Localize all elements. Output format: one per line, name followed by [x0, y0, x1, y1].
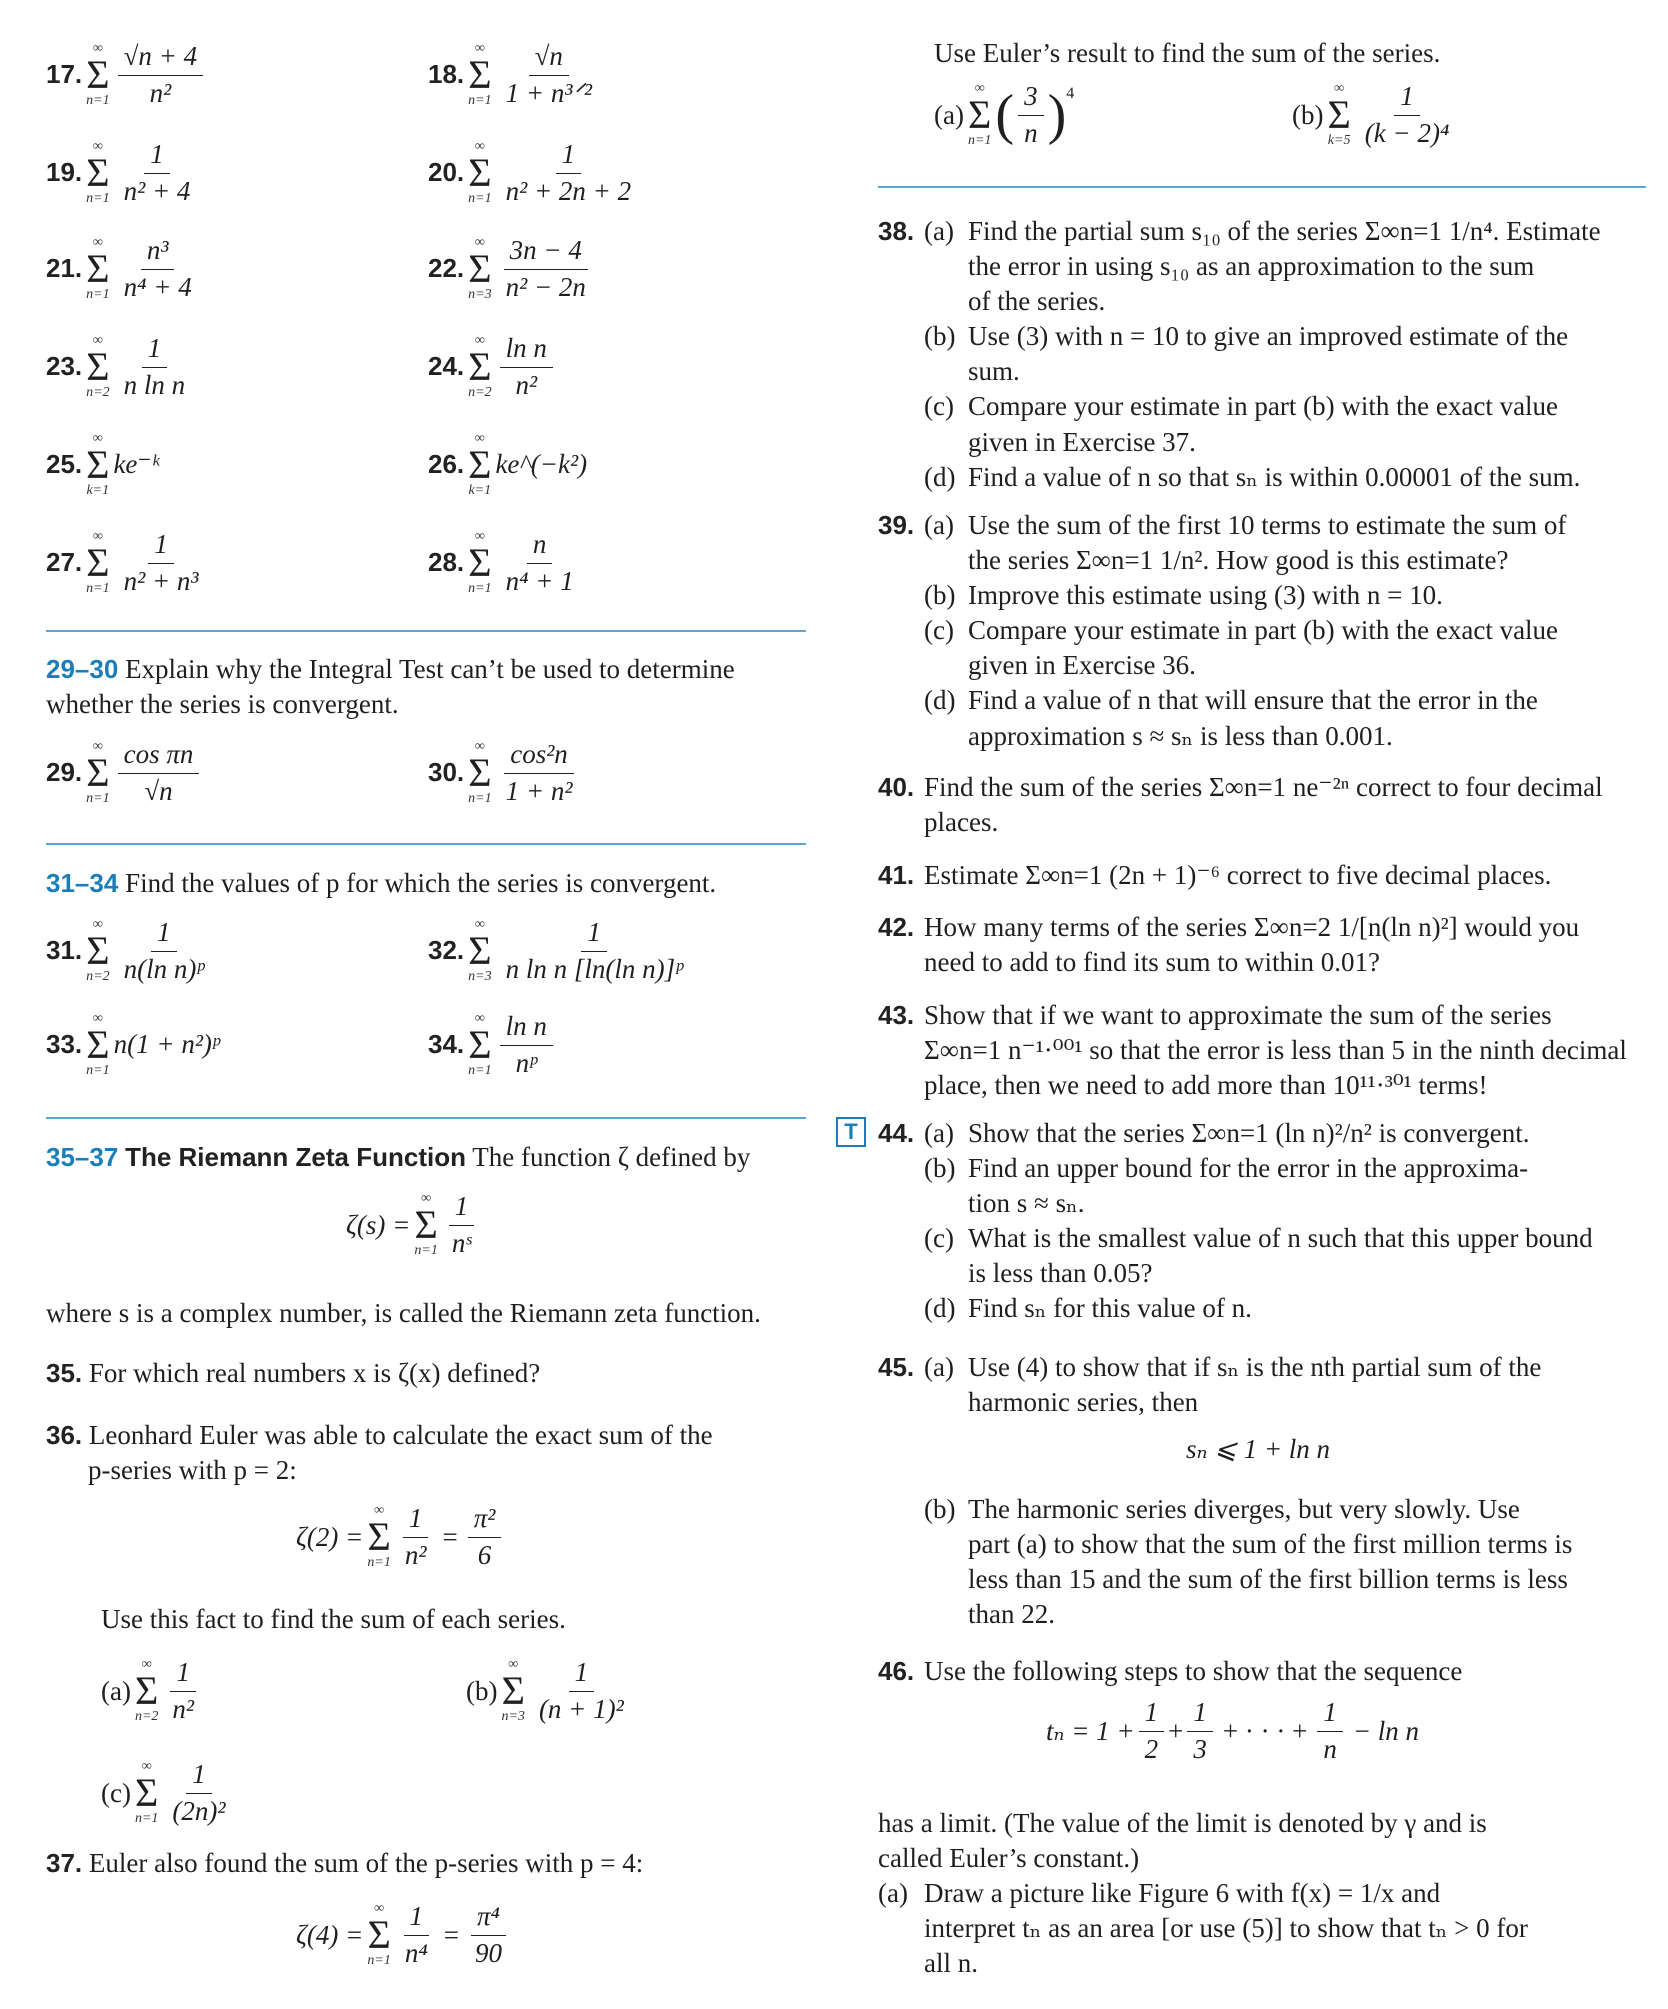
exponent: 4 — [1066, 85, 1075, 102]
sigma: ∞ Σ k=1 — [86, 431, 110, 498]
exercise-text: Compare your estimate in part (b) with the exact value — [968, 615, 1559, 646]
exercise-38 — [878, 214, 1658, 495]
sigma: ∞ Σ n=1 — [367, 1503, 391, 1571]
exercise-number: 40. — [878, 772, 915, 802]
sigma: ∞ Σ n=3 — [468, 235, 492, 303]
exercise-text: interpret tₙ as an area [or use (5)] to show that tₙ > 0 for — [924, 1913, 1528, 1944]
sigma: ∞ Σ n=1 — [86, 739, 110, 807]
exercise-number: 24. — [428, 351, 465, 382]
right-column — [844, 0, 1646, 2009]
exercise-number: 22. — [428, 253, 465, 284]
fraction: $\frac{1}{\text{n(ln n)ᵖ}}$ — [123, 917, 204, 984]
fraction: $\frac{√n}{\text{1 + n³ᐟ²}}$ — [505, 41, 592, 108]
equation-lhs: tₙ = 1 + — [1046, 1715, 1135, 1746]
section-text: Find the values of p for which the series is convergent. — [125, 868, 717, 898]
sigma: ∞ Σ n=1 — [86, 1011, 110, 1078]
exercise-text: Find the sum of the series Σ∞n=1 ne⁻²ⁿ correct to four decimal — [924, 772, 1603, 802]
series-term: ke^(−k²) — [495, 449, 588, 480]
exercise-text: need to add to find its sum to within 0.01? — [924, 947, 1380, 978]
exercise-number: 25. — [46, 449, 83, 480]
exercise-number: 19. — [46, 157, 83, 188]
exercise-text: sum. — [968, 356, 1020, 387]
exercise-text: Find sₙ for this value of n. — [968, 1293, 1252, 1324]
exercise-39 — [878, 508, 1658, 754]
exercise-number: 30. — [428, 757, 465, 788]
fraction: $\frac{\text{π⁴}}{90}$ — [469, 1902, 508, 1968]
fraction: $\frac{1}{n}$ — [1317, 1698, 1343, 1764]
sigma: ∞ Σ n=1 — [414, 1191, 438, 1259]
fraction: $\frac{\text{cos πn}}{√n}$ — [118, 740, 200, 806]
exercise-text: Show that if we want to approximate the sum of the series — [924, 1000, 1552, 1030]
exercise-45b — [924, 1492, 1664, 1632]
exercise-number: 18. — [428, 59, 465, 90]
part-label: (a) — [924, 1352, 954, 1382]
fraction: $\frac{√n + 4}{\text{n²}}$ — [118, 42, 204, 108]
exercise-number: 37. — [46, 1848, 83, 1878]
exercise-text: Find a value of n so that sₙ is within 0.00001 of the sum. — [968, 461, 1581, 492]
sigma: ∞ Σ n=1 — [468, 1011, 492, 1079]
part-label: (c) — [101, 1777, 131, 1808]
exercise-18 — [428, 42, 602, 108]
exercise-17 — [46, 42, 207, 108]
exercise-text: How many terms of the series Σ∞n=2 1/[n(ln n)²] would you — [924, 912, 1580, 942]
fraction: $\frac{1}{\text{n²}}$ — [172, 1657, 195, 1724]
sigma: ∞ Σ n=2 — [468, 333, 492, 401]
sigma: ∞ Σ n=1 — [468, 41, 492, 109]
exercise-44 — [878, 1116, 1658, 1327]
exercise-number: 42. — [878, 912, 915, 942]
exercise-number: 27. — [46, 547, 83, 578]
exercise-40 — [878, 770, 1658, 840]
exercise-27 — [46, 530, 209, 596]
exercise-text: Show that the series Σ∞n=1 (ln n)²/n² is convergent. — [968, 1118, 1530, 1148]
exercise-number: 21. — [46, 253, 83, 284]
series-term: ke⁻ᵏ — [113, 449, 160, 480]
divider — [878, 186, 1646, 188]
euler-b — [1292, 82, 1459, 148]
exercise-29 — [46, 740, 203, 806]
exercise-text: Use the sum of the first 10 terms to estimate the sum of — [968, 510, 1567, 540]
sigma: ∞ Σ n=1 — [468, 139, 492, 207]
ellipsis: + · · · + — [1222, 1715, 1308, 1746]
exercise-text: Euler also found the sum of the p-series with p = 4: — [88, 1848, 644, 1878]
part-label: (a) — [924, 1118, 954, 1148]
equation-lhs: ζ(2) = — [296, 1521, 364, 1552]
exercise-35 — [46, 1356, 806, 1391]
sigma: ∞ Σ n=3 — [501, 1657, 525, 1725]
sigma: ∞ Σ n=1 — [86, 529, 110, 597]
exercise-number: 32. — [428, 935, 465, 966]
fraction: $\frac{1}{\text{(k − 2)⁴}}$ — [1364, 81, 1450, 148]
part-label: (b) — [924, 1153, 956, 1184]
exercise-32 — [428, 918, 693, 984]
exercise-text: places. — [924, 807, 999, 838]
equation-tail: − ln n — [1352, 1715, 1420, 1746]
sigma: ∞ Σ n=2 — [134, 1657, 159, 1725]
exercise-19 — [46, 140, 200, 206]
exercise-36 — [46, 1418, 806, 1488]
exercise-number: 45. — [878, 1352, 915, 1382]
exercise-text: all n. — [924, 1948, 978, 1979]
left-column — [46, 0, 806, 2009]
technology-badge: T — [836, 1117, 866, 1147]
part-label: (a) — [878, 1878, 908, 1909]
exercise-text: approximation s ≈ sₙ is less than 0.001. — [968, 720, 1393, 751]
exercise-number: 36. — [46, 1420, 83, 1450]
part-label: (b) — [1292, 99, 1324, 130]
exercise-text: Leonhard Euler was able to calculate the exact sum of the — [88, 1420, 713, 1450]
part-label: (c) — [924, 1223, 954, 1254]
part-label: (c) — [924, 615, 954, 646]
part-label: (a) — [924, 510, 954, 540]
exercise-text: the series Σ∞n=1 1/n². How good is this estimate? — [968, 545, 1509, 576]
exercise-text: Σ∞n=1 n⁻¹·⁰⁰¹ so that the error is less than 5 in the ninth decimal — [924, 1035, 1627, 1066]
exercise-25 — [46, 432, 159, 498]
section-text: The function ζ defined by — [472, 1142, 751, 1172]
exercise-text: Find the partial sum s₁₀ of the series Σ∞n=1 1/n⁴. Estimate — [968, 216, 1601, 246]
part-label: (a) — [101, 1675, 131, 1706]
fraction: $\frac{3n - 4}{\text{n² − 2n}}$ — [505, 235, 586, 302]
exercise-42 — [878, 910, 1658, 980]
fraction: $\frac{1}{\text{(n + 1)²}}$ — [538, 1657, 624, 1724]
exercise-20 — [428, 140, 641, 206]
exercise-number: 23. — [46, 351, 83, 382]
exercise-number: 46. — [878, 1656, 915, 1686]
sigma: ∞ Σ n=1 — [86, 41, 110, 109]
section-range: 29–30 — [46, 654, 119, 684]
exercise-31 — [46, 918, 214, 984]
exercise-text: p-series with p = 2: — [88, 1455, 297, 1486]
section-text: Explain why the Integral Test can’t be used to determine whether the series is convergent. — [46, 654, 735, 720]
fraction: $\frac{1}{\text{n² + 4}}$ — [123, 139, 191, 206]
part-label: (b) — [924, 1494, 956, 1524]
exercise-number: 38. — [878, 216, 915, 246]
equation-lhs: ζ(4) = — [296, 1919, 364, 1950]
exercise-45 — [878, 1350, 1658, 1420]
sigma: ∞ Σ n=1 — [367, 1901, 391, 1969]
sigma: ∞ Σ n=1 — [468, 739, 492, 807]
exercise-number: 34. — [428, 1029, 465, 1060]
exercise-text: given in Exercise 37. — [968, 426, 1196, 457]
zeta2-equation: ζ(2) = ∞ Σ n=1 $\frac{1}{\text{n²}}$ = $\frac{\text{π²}}{6}$ — [296, 1504, 505, 1570]
plus-sign: + — [1168, 1715, 1184, 1746]
exercise-24 — [428, 334, 557, 400]
exercise-26 — [428, 432, 587, 498]
fraction: $\frac{1}{\text{n ln n [ln(ln n)]ᵖ}}$ — [505, 917, 683, 984]
exercise-number: 29. — [46, 757, 83, 788]
exercise-text: Improve this estimate using (3) with n = 10. — [968, 580, 1443, 611]
exercise-23 — [46, 334, 195, 400]
fraction: $\frac{\text{cos²n}}{\text{1 + n²}}$ — [505, 739, 573, 806]
euler-a — [934, 82, 1074, 148]
sigma: ∞ Σ n=1 — [468, 529, 492, 597]
part-label: (a) — [934, 99, 964, 130]
section-range: 35–37 — [46, 1142, 119, 1172]
exercise-34 — [428, 1012, 557, 1078]
exercise-43 — [878, 998, 1658, 1103]
exercise-46-body — [878, 1806, 1658, 1981]
exercise-number: 43. — [878, 1000, 915, 1030]
fraction: $\frac{1}{\text{n²}}$ — [404, 1503, 427, 1570]
exercise-text: has a limit. (The value of the limit is denoted by γ and is — [878, 1808, 1487, 1838]
part-label: (b) — [466, 1675, 498, 1706]
ex45-inequality: sₙ ⩽ 1 + ln n — [1186, 1434, 1331, 1464]
exercise-text: harmonic series, then — [968, 1387, 1199, 1418]
fraction: $\frac{1}{3}$ — [1187, 1698, 1213, 1764]
equation-lhs: ζ(s) = — [346, 1209, 411, 1240]
right-paren: ) — [1047, 84, 1067, 147]
fraction: $\frac{1}{\text{(2n)²}}$ — [172, 1759, 226, 1826]
exercise-36b — [466, 1658, 634, 1724]
exercise-text: given in Exercise 36. — [968, 650, 1196, 681]
euler-use: Use Euler’s result to find the sum of the series. — [934, 38, 1441, 68]
section-range: 31–34 — [46, 868, 119, 898]
exercise-text: Compare your estimate in part (b) with the exact value — [968, 391, 1559, 422]
exercise-text: The harmonic series diverges, but very slowly. Use — [968, 1494, 1520, 1524]
exercise-28 — [428, 530, 584, 596]
part-label: (b) — [924, 321, 956, 352]
exercise-36a — [101, 1658, 204, 1724]
divider — [46, 1117, 806, 1119]
exercise-46 — [878, 1654, 1658, 1689]
ex46-equation — [1046, 1698, 1419, 1764]
part-label: (a) — [924, 216, 954, 246]
fraction: $\frac{\text{n³}}{\text{n⁴ + 4}}$ — [123, 235, 192, 302]
divider — [46, 843, 806, 845]
fraction: $\frac{1}{2}$ — [1139, 1698, 1165, 1764]
exercise-text: is less than 0.05? — [968, 1258, 1153, 1289]
sigma: ∞ Σ n=3 — [468, 917, 492, 985]
exercise-text: part (a) to show that the sum of the first million terms is — [968, 1529, 1573, 1560]
fraction: $\frac{1}{\text{n² + 2n + 2}}$ — [505, 139, 632, 206]
exercise-number: 31. — [46, 935, 83, 966]
sigma: ∞ Σ n=1 — [134, 1759, 159, 1827]
exercise-text: place, then we need to add more than 10¹¹·³⁰¹ terms! — [924, 1070, 1488, 1101]
fraction: $\frac{\text{ln n}}{\text{nᵖ}}$ — [500, 1012, 553, 1078]
zeta-where: where s is a complex number, is called the Riemann zeta function. — [46, 1298, 761, 1328]
sigma: ∞ Σ k=1 — [468, 431, 492, 498]
exercise-36-use: Use this fact to find the sum of each series. — [101, 1604, 566, 1634]
sigma: ∞ Σ n=2 — [86, 917, 110, 985]
exercise-37 — [46, 1846, 806, 1881]
part-label: (c) — [924, 391, 954, 422]
fraction: $\frac{\text{π²}}{6}$ — [468, 1504, 502, 1570]
exercise-text: For which real numbers x is ζ(x) defined? — [88, 1358, 541, 1388]
exercise-number: 41. — [878, 860, 915, 890]
fraction: $\frac{1}{\text{n ln n}}$ — [123, 333, 186, 400]
exercise-41 — [878, 858, 1658, 893]
divider — [46, 630, 806, 632]
exercise-text: Use (4) to show that if sₙ is the nth partial sum of the — [968, 1352, 1542, 1382]
part-label: (d) — [924, 1293, 956, 1324]
exercise-text: called Euler’s constant.) — [878, 1843, 1140, 1874]
exercise-text: Estimate Σ∞n=1 (2n + 1)⁻⁶ correct to five decimal places. — [924, 860, 1552, 890]
fraction: $\frac{1}{\text{n² + n³}}$ — [123, 529, 199, 596]
exercise-21 — [46, 236, 202, 302]
exercise-text: tion s ≈ sₙ. — [968, 1188, 1085, 1219]
section-35-37 — [46, 1140, 806, 1175]
exercise-number: 20. — [428, 157, 465, 188]
exercise-text: Use (3) with n = 10 to give an improved estimate of the — [968, 321, 1569, 352]
exercise-number: 39. — [878, 510, 915, 540]
exercise-text: Find an upper bound for the error in the approxima- — [968, 1153, 1529, 1184]
part-label: (d) — [924, 461, 956, 492]
part-label: (b) — [924, 580, 956, 611]
sigma: ∞ Σ n=1 — [967, 81, 992, 149]
exercise-text: Draw a picture like Figure 6 with f(x) = 1/x and — [924, 1878, 1441, 1909]
zeta-definition — [346, 1192, 481, 1258]
fraction: $\frac{n}{\text{n⁴ + 1}}$ — [505, 529, 574, 596]
zeta4-equation: ζ(4) = ∞ Σ n=1 $\frac{1}{\text{n⁴}}$ = $\frac{\text{π⁴}}{90}$ — [296, 1902, 512, 1968]
exercise-text: of the series. — [968, 286, 1106, 317]
fraction: $\frac{\text{ln n}}{\text{n²}}$ — [500, 334, 553, 400]
exercise-33 — [46, 1012, 220, 1078]
section-29-30 — [46, 652, 806, 722]
sigma: ∞ Σ n=2 — [86, 333, 110, 401]
exercise-text: the error in using s₁₀ as an approximation to the sum — [968, 251, 1535, 282]
exercise-text: less than 15 and the sum of the first billion terms is less — [968, 1564, 1568, 1595]
exercise-text: than 22. — [968, 1599, 1055, 1630]
exercise-number: 26. — [428, 449, 465, 480]
exercise-text: What is the smallest value of n such that this upper bound — [968, 1223, 1593, 1254]
exercise-number: 28. — [428, 547, 465, 578]
exercise-number: 17. — [46, 59, 83, 90]
fraction: $\frac{1}{\text{n⁴}}$ — [404, 1901, 428, 1968]
fraction: $\frac{3}{n}$ — [1018, 82, 1044, 148]
part-label: (d) — [924, 685, 956, 716]
exercise-text: Find a value of n that will ensure that the error in the — [968, 685, 1538, 716]
sigma: ∞ Σ n=1 — [86, 235, 110, 303]
left-paren: ( — [995, 84, 1015, 147]
section-title: The Riemann Zeta Function — [125, 1142, 466, 1172]
exercise-number: 44. — [878, 1118, 915, 1148]
exercise-22 — [428, 236, 596, 302]
exercise-text: Use the following steps to show that the sequence — [924, 1656, 1463, 1686]
exercise-36c — [101, 1760, 236, 1826]
exercise-30 — [428, 740, 582, 806]
exercise-number: 33. — [46, 1029, 83, 1060]
fraction: $\frac{1}{\text{nˢ}}$ — [446, 1192, 477, 1258]
series-term: n(1 + n²)ᵖ — [113, 1029, 220, 1060]
sigma: ∞ Σ n=1 — [86, 139, 110, 207]
section-31-34 — [46, 866, 806, 901]
exercise-number: 35. — [46, 1358, 83, 1388]
sigma: ∞ Σ k=5 — [1327, 81, 1351, 149]
